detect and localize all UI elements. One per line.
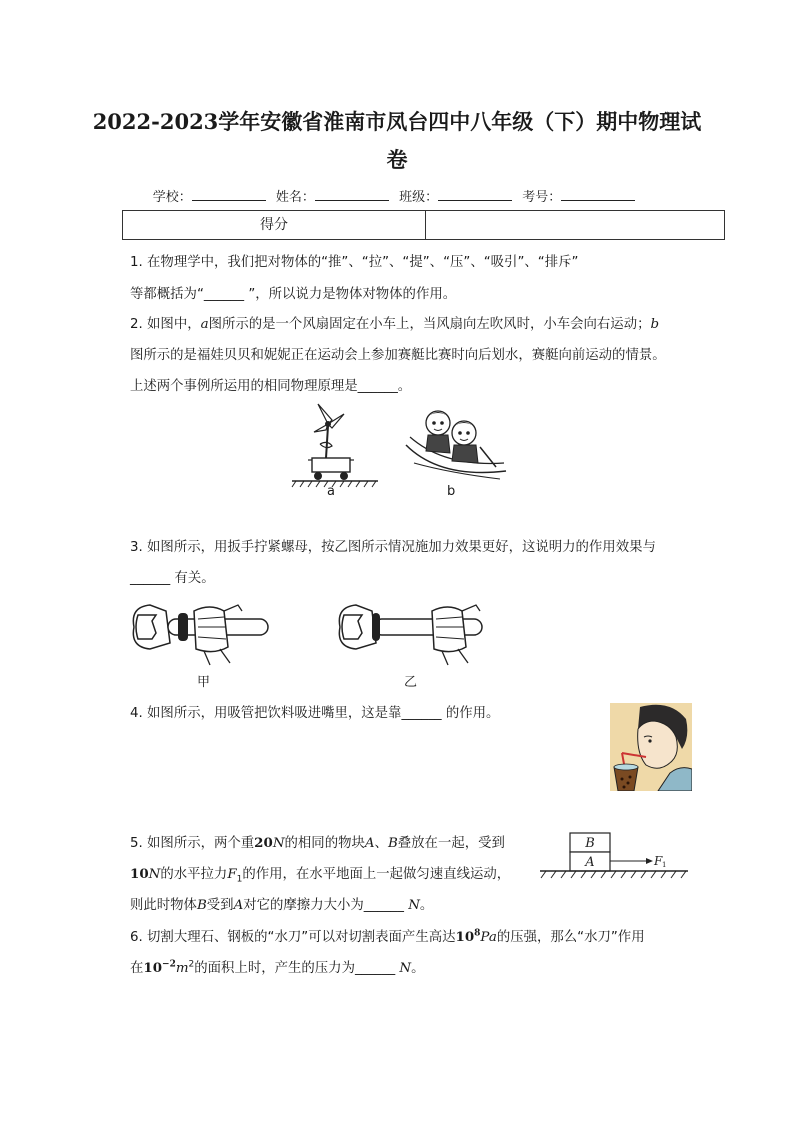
class-blank — [438, 188, 512, 201]
name-blank — [315, 188, 389, 201]
block-B-label: B — [585, 836, 595, 851]
q6-l2-end: 。 — [411, 961, 425, 976]
q6-line2 — [130, 957, 425, 976]
force-F-sub: 1 — [662, 861, 667, 869]
q1-line2: 等都概括为“______ ”，所以说力是物体对物体的作用。 — [130, 287, 457, 302]
fig-caption-b: b — [447, 484, 456, 499]
force-F-label: F — [654, 854, 663, 868]
q5-l1-mid: 的相同的物块 — [284, 836, 365, 851]
q6-area-exp: −2 — [162, 959, 176, 970]
q6-pressure-exp: 8 — [474, 928, 481, 939]
q5-l3-pre: 则此时物体 — [130, 898, 197, 913]
q6-l2-mid: 的面积上时，产生的压力为______ — [194, 961, 400, 976]
q6-area-unit: m — [175, 961, 189, 976]
q6-force-unit: N — [399, 961, 412, 976]
q5-l3-end: 。 — [419, 898, 434, 913]
mascots-rowing-figure — [400, 405, 510, 485]
q2-line1 — [130, 313, 659, 332]
q2-l1-pre: 2. 如图中， — [130, 317, 201, 332]
q2-var-b: b — [650, 317, 660, 332]
q5-line3 — [130, 894, 433, 913]
fig-caption-a: a — [327, 484, 335, 499]
q5-weight-value: 20 — [254, 835, 273, 851]
q5-l3-var-B: B — [196, 898, 207, 913]
q6-l1-pre: 6. 切割大理石、钢板的“水刀”可以对切割表面产生高达 — [130, 930, 456, 945]
wrench-figure-jia — [130, 597, 280, 667]
q5-l1-post: 叠放在一起，受到 — [397, 836, 505, 851]
q5-line1 — [130, 832, 505, 851]
q5-l3-var-A: A — [233, 898, 244, 913]
q6-line1 — [130, 926, 645, 945]
name-label: 姓名： — [275, 190, 315, 205]
q2-line3: 上述两个事例所运用的相同物理原理是______。 — [130, 379, 412, 394]
score-table — [122, 210, 725, 240]
q6-area-base: 10 — [143, 960, 163, 976]
fig-caption-jia: 甲 — [197, 675, 211, 690]
q5-force-unit: N — [148, 867, 161, 882]
q5-force-value: 10 — [130, 866, 149, 882]
q1-line1: 1. 在物理学中，我们把对物体的“推”、“拉”、“提”、“压”、“吸引”、“排斥” — [130, 255, 579, 270]
fig-caption-yi: 乙 — [404, 675, 418, 690]
q5-l1-sep: 、 — [374, 836, 388, 851]
exam-title-line1: 2022-2023学年安徽省淮南市凤台四中八年级（下）期中物理试 — [92, 109, 702, 134]
q2-var-a: a — [200, 317, 209, 332]
q5-l2-mid: 的水平拉力 — [160, 867, 228, 882]
exam-no-label: 考号： — [522, 190, 562, 205]
wrench-figure-yi — [336, 597, 486, 667]
q5-l2-post: 的作用，在水平地面上一起做匀速直线运动， — [242, 867, 511, 882]
class-label: 班级： — [399, 190, 439, 205]
q6-pressure-base: 10 — [455, 929, 475, 945]
stacked-blocks-figure — [536, 830, 692, 882]
q5-var-B: B — [387, 836, 398, 851]
school-blank — [192, 188, 266, 201]
q6-l2-pre: 在 — [130, 961, 144, 976]
q5-l1-pre: 5. 如图所示，两个重 — [130, 836, 255, 851]
q6-area-unit-exp: 2 — [188, 959, 195, 970]
q4-line1: 4. 如图所示，用吸管把饮料吸进嘴里，这是靠______ 的作用。 — [130, 706, 500, 721]
q3-line2: ______ 有关。 — [130, 571, 215, 586]
q5-var-A: A — [364, 836, 375, 851]
q3-line1: 3. 如图所示，用扳手拧紧螺母，按乙图所示情况施加力效果更好，这说明力的作用效果与 — [130, 540, 656, 555]
score-label: 得分 — [123, 211, 426, 239]
q2-line2: 图所示的是福娃贝贝和妮妮正在运动会上参加赛艇比赛时向后划水，赛艇向前运动的情景。 — [130, 348, 666, 363]
q5-l3-unit: N — [408, 898, 420, 913]
exam-no-blank — [561, 188, 635, 201]
exam-title-line2: 卷 — [386, 147, 408, 172]
q5-l3-mid: 受到 — [206, 898, 234, 913]
q5-var-F: F — [227, 867, 237, 882]
straw-drinking-figure — [610, 703, 692, 791]
block-A-label: A — [585, 855, 595, 870]
school-label: 学校： — [152, 190, 192, 205]
q5-l3-post: 对它的摩擦力大小为______ — [243, 898, 409, 913]
q5-var-F-sub: 1 — [236, 874, 243, 885]
student-info-line — [0, 186, 794, 205]
q6-pressure-unit: Pa — [480, 930, 497, 945]
q5-line2 — [130, 863, 510, 885]
q6-l1-post: 的压强，那么“水刀”作用 — [496, 930, 645, 945]
q5-weight-unit: N — [272, 836, 285, 851]
fan-cart-figure — [290, 400, 380, 490]
q2-l1-mid: 图所示的是一个风扇固定在小车上，当风扇向左吹风时，小车会向右运动； — [208, 317, 651, 332]
